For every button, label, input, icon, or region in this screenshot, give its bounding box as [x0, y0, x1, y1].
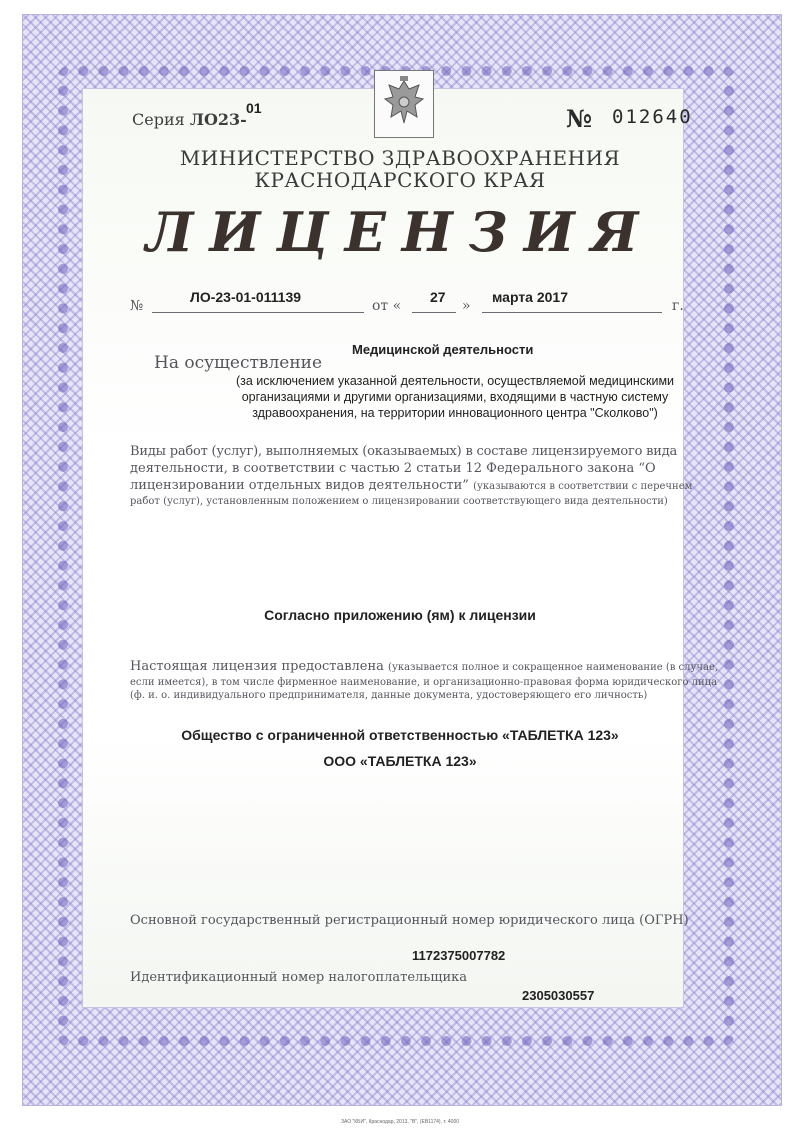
registration-month-year: марта 2017 — [492, 289, 569, 305]
activity-note — [0, 373, 800, 421]
works-value: Согласно приложению (ям) к лицензии — [264, 607, 536, 623]
works-line-3-text: лицензировании отдельных видов деятельности” — [130, 478, 469, 493]
licensee-hint-line-1: (указывается полное и сокращенное наименование (в случае, — [388, 662, 719, 673]
works-hint-line-3: (указываются в соответствии с перечнем — [473, 481, 693, 492]
ogrn-value: 1172375007782 — [412, 948, 506, 963]
close-quote: » — [462, 298, 471, 314]
inn-label: Идентификационный номер налогоплательщика — [130, 970, 468, 985]
blank-number-sign: № — [566, 104, 593, 133]
ministry-line-1: МИНИСТЕРСТВО ЗДРАВООХРАНЕНИЯ — [179, 146, 621, 170]
activity-note-line-2: организациями и другими организациями, входящими в частную систему — [241, 390, 669, 404]
works-description — [130, 443, 693, 508]
double-headed-eagle-icon — [375, 71, 433, 137]
works-hint-line-4: работ (услуг), установленным положением о лицензировании соответствующего вида деятельности) — [130, 496, 668, 507]
works-line-2: деятельности, в соответствии с частью 2 статьи 12 Федерального закона “О — [130, 461, 656, 476]
series-code: ЛО23- — [189, 110, 247, 129]
coat-of-arms-emblem — [374, 70, 434, 138]
ogrn-label: Основной государственный регистрационный номер юридического лица (ОГРН) — [130, 913, 689, 928]
activity-note-line-1: (за исключением указанной деятельности, осуществляемой медицинскими — [235, 374, 675, 388]
registration-number-sign: № — [130, 298, 144, 314]
blank-number: 012640 — [612, 106, 693, 128]
year-suffix: г. — [672, 298, 684, 314]
registration-number-underline — [152, 312, 364, 313]
from-label: от « — [372, 298, 402, 314]
registration-number: ЛО-23-01-011139 — [190, 289, 302, 305]
activity-value: Медицинской деятельности — [352, 342, 534, 357]
licensee-full-name: Общество с ограниченной ответственностью «ТАБЛЕТКА 123» — [181, 727, 619, 743]
day-underline — [412, 312, 456, 313]
month-year-underline — [482, 312, 662, 313]
licensee-line-1 — [130, 658, 719, 676]
licensee-label: Настоящая лицензия предоставлена — [130, 659, 384, 674]
printer-footer: ЗАО "КБИ", Краснодар, 2013, "В", (EB1174), т. 4000 — [340, 1119, 460, 1125]
inn-value: 2305030557 — [522, 988, 595, 1003]
licensee-hint-line-3: (ф. и. о. индивидуального предпринимателя, данные документа, удостоверяющего его личность) — [130, 690, 648, 701]
series-label: Серия ЛО23- — [132, 110, 247, 129]
registration-day: 27 — [430, 289, 446, 305]
licensee-hint-line-2: если имеется), в том числе фирменное наименование, и организационно-правовая форма юридического лица — [130, 677, 718, 688]
document-title: ЛИЦЕНЗИЯ — [145, 200, 655, 264]
works-line-3 — [130, 477, 693, 495]
works-line-1: Виды работ (услуг), выполняемых (оказываемых) в составе лицензируемого вида — [130, 444, 678, 459]
activity-note-line-3: здравоохранения, на территории инновационного центра "Сколково") — [252, 406, 658, 420]
licensee-short-name: ООО «ТАБЛЕТКА 123» — [323, 753, 477, 769]
series-suffix: 01 — [246, 100, 262, 116]
ministry-line-2: КРАСНОДАРСКОГО КРАЯ — [254, 168, 546, 192]
licensee-description — [130, 658, 719, 702]
activity-label: На осуществление — [154, 353, 323, 373]
